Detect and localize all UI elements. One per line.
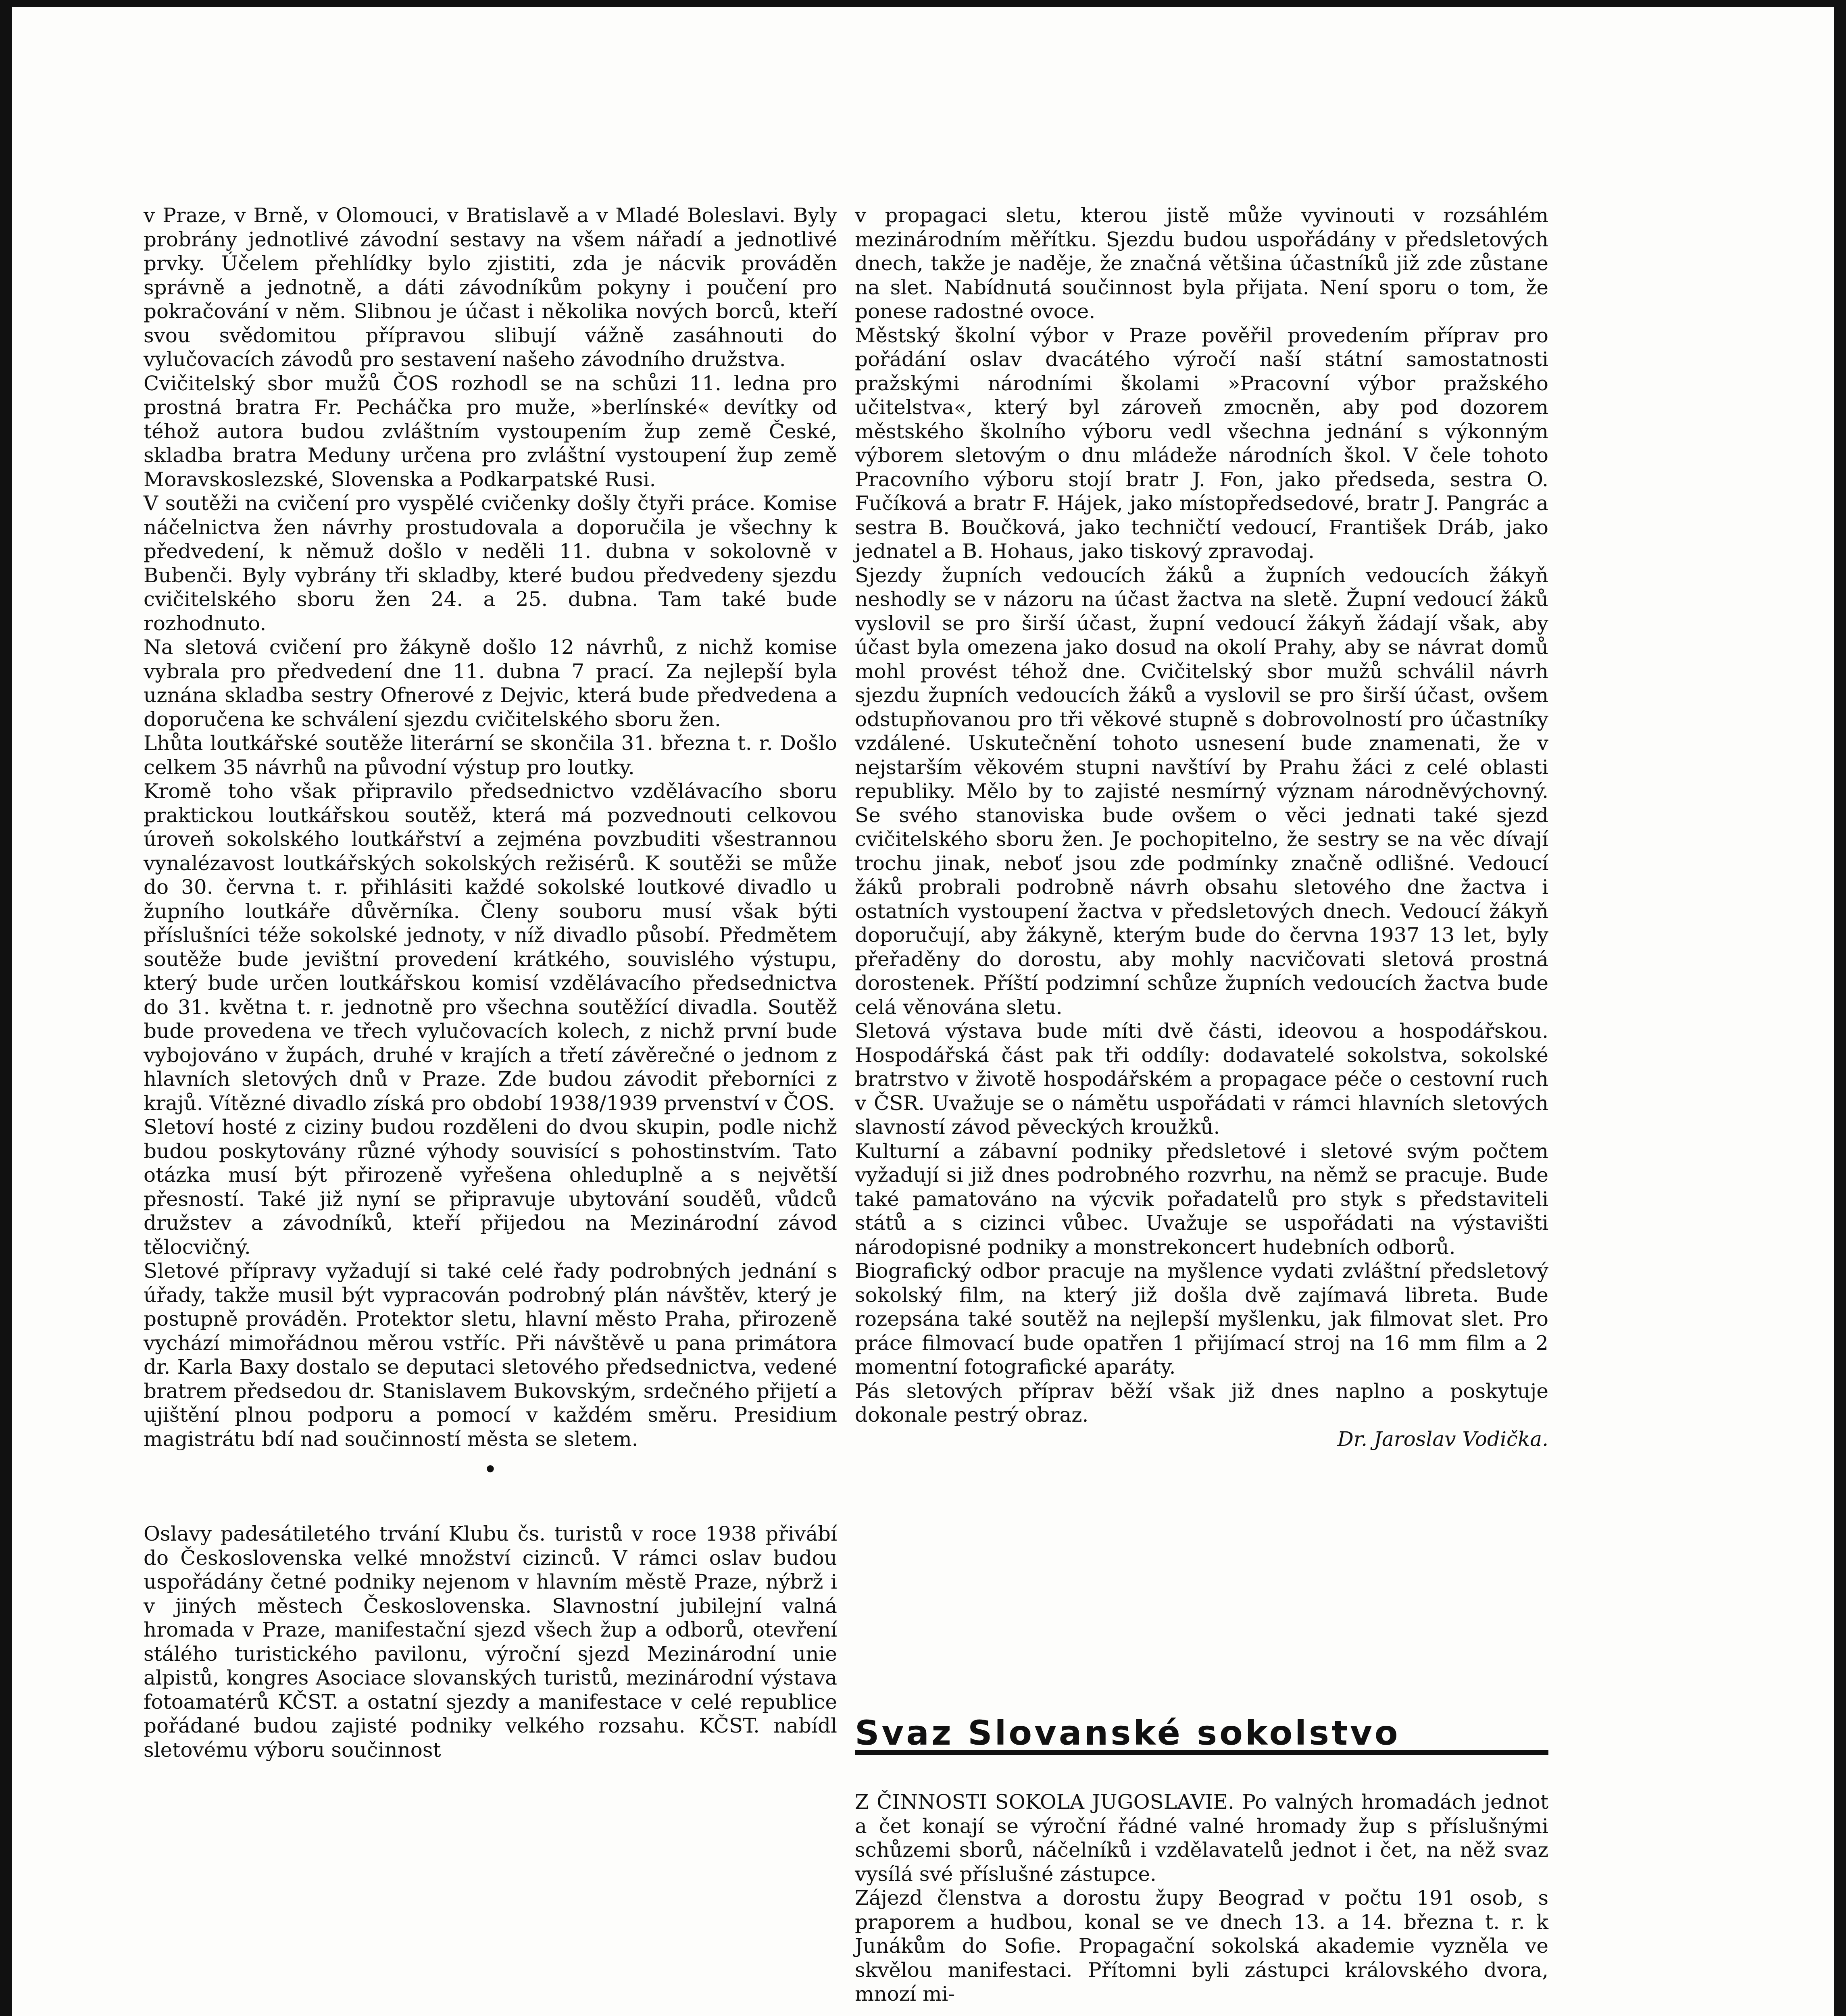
paragraph: Zájezd členstva a dorostu župy Beograd v počtu 191 osob, s praporem a hudbou, konal se ve dnech 13. a 14. března t. r. k Junákům do Sofie. Propagační sokolská akademie vyzněla ve skvělou manifestaci. Přítomni byli zástupci královského dvora, mnozí mi- bbox=[855, 1886, 1548, 2006]
paragraph: Městský školní výbor v Praze pověřil provedením příprav pro pořádání oslav dvacátého výročí naší státní samostatnosti pražskými národními školami »Pracovní výbor pražského učitelstva«, který byl zároveň zmocněn, aby pod dozorem městského školního výboru vedl všechna jednání s výkonným výborem sletovým o dnu mládeže národních škol. V čele tohoto Pracovního výboru stojí bratr J. Fon, jako předseda, sestra O. Fučíková a bratr F. Hájek, jako místopředsedové, bratr J. Pangrác a sestra B. Boučková, jako techničtí vedoucí, František Dráb, jako jednatel a B. Hohaus, jako tiskový zpravodaj. bbox=[855, 323, 1548, 563]
paragraph: Lhůta loutkářské soutěže literární se skončila 31. března t. r. Došlo celkem 35 návrhů na původní výstup pro loutky. bbox=[144, 731, 837, 779]
paragraph: Sletové přípravy vyžadují si také celé řady podrobných jednání s úřady, takže musil být vypracován podrobný plán návštěv, který je postupně prováděn. Protektor sletu, hlavní město Praha, přirozeně vychází mimořádnou měrou vstříc. Při návštěvě u pana primátora dr. Karla Baxy dostalo se deputaci sletového předsednictva, vedené bratrem předsedou dr. Stanislavem Bukovským, srdečného přijetí a ujištění plnou podporu a pomocí v každém směru. Presidium magistrátu bdí nad součinností města se sletem. bbox=[144, 1259, 837, 1451]
paragraph: Pás sletových příprav běží však již dnes naplno a poskytuje dokonale pestrý obraz. bbox=[855, 1379, 1548, 1427]
right-column bbox=[855, 204, 1548, 1451]
paragraph: Sjezdy župních vedoucích žáků a župních vedoucích žákyň neshodly se v názoru na účast žactva na sletě. Župní vedoucí žáků vyslovil se pro širší účast, župní vedoucí žákyň žádají však, aby účast byla omezena jako dosud na okolí Prahy, aby se návrat domů mohl provést téhož dne. Cvičitelský sbor mužů schválil návrh sjezdu župních vedoucích žáků a vyslovil se pro širší účast, ovšem odstupňovanou pro tři věkové stupně s dobrovolností pro účastníky vzdálené. Uskutečnění tohoto usnesení bude znamenati, že v nejstarším věkovém stupni navštíví by Prahu žáci z celé oblasti republiky. Mělo by to zajisté nesmírný význam národněvýchovný. Se svého stanoviska bude ovšem o věci jednati také sjezd cvičitelského sboru žen. Je pochopitelno, že sestry se na věc dívají trochu jinak, neboť jsou zde podmínky značně odlišné. Vedoucí žáků probrali podrobně návrh obsahu sletového dne žactva i ostatních vystoupení žactva v předsletových dnech. Vedoucí žákyň doporučují, aby žákyně, kterým bude do června 1937 13 let, byly přeřaděny do dorostu, aby mohly nacvičovati sletová prostná dorostenek. Příští podzimní schůze župních vedoucích žactva bude celá věnována sletu. bbox=[855, 563, 1548, 1019]
section-heading: Svaz Slovanské sokolstvo bbox=[855, 1713, 1548, 1755]
paragraph: Biografický odbor pracuje na myšlence vydati zvláštní předsletový sokolský film, na který již došla dvě zajímavá libreta. Bude rozepsána také soutěž na nejlepší myšlenku, jak filmovat slet. Pro práce filmovací bude opatřen 1 přijímací stroj na 16 mm film a 2 momentní fotografické aparáty. bbox=[855, 1259, 1548, 1379]
paragraph: Kromě toho však připravilo předsednictvo vzdělávacího sboru praktickou loutkářskou soutěž, která má pozvednouti celkovou úroveň sokolského loutkářství a zejména povzbuditi všestrannou vynalézavost loutkářských sokolských režisérů. K soutěži se může do 30. června t. r. přihlásiti každé sokolské loutkové divadlo u župního loutkáře důvěrníka. Členy souboru musí však býti příslušníci téže sokolské jednoty, v níž divadlo působí. Předmětem soutěže bude jevištní provedení krátkého, souvislého výstupu, který bude určen loutkářskou komisí vzdělávacího předsednictva do 31. května t. r. jednotně pro všechna soutěžící divadla. Soutěž bude provedena ve třech vylučovacích kolech, z nichž první bude vybojováno v župách, druhé v krajích a třetí závěrečné o jednom z hlavních sletových dnů v Praze. Zde budou závodit přeborníci z krajů. Vítězné divadlo získá pro období 1938/1939 prvenství v ČOS. bbox=[144, 779, 837, 1115]
section-body bbox=[855, 1790, 1548, 2006]
paragraph: Cvičitelský sbor mužů ČOS rozhodl se na schůzi 11. ledna pro prostná bratra Fr. Pecháčka pro muže, »berlínské« devítky od téhož autora budou zvláštním vystoupením žup země České, skladba bratra Meduny určena pro zvláštní vystoupení žup země Moravskoslezské, Slovenska a Podkarpatské Rusi. bbox=[144, 371, 837, 491]
left-column bbox=[144, 204, 837, 1762]
paragraph: Sletová výstava bude míti dvě části, ideovou a hospodářskou. Hospodářská část pak tři oddíly: dodavatelé sokolstva, sokolské bratrstvo v životě hospodářském a propagace péče o cestovní ruch v ČSR. Uvažuje se o námětu uspořádati v rámci hlavních sletových slavností závod pěveckých kroužků. bbox=[855, 1019, 1548, 1139]
section-separator: • bbox=[483, 1456, 498, 1484]
paragraph: v Praze, v Brně, v Olomouci, v Bratislavě a v Mladé Boleslavi. Byly probrány jednotlivé závodní sestavy na všem nářadí a jednotlivé prvky. Účelem přehlídky bylo zjistiti, zda je nácvik prováděn správně a jednotně, a dáti závodníkům pokyny i poučení pro pokračování v něm. Slibnou je účast i několika nových borců, kteří svou svědomitou přípravou slibují vážně zasáhnouti do vylučovacích závodů pro sestavení našeho závodního družstva. bbox=[144, 204, 837, 371]
paragraph: Z ČINNOSTI SOKOLA JUGOSLAVIE. Po valných hromadách jednot a čet konají se výroční řádné valné hromady žup s příslušnými schůzemi sborů, náčelníků i vzdělavatelů jednot i čet, na něž svaz vysílá své příslušné zástupce. bbox=[855, 1790, 1548, 1886]
author-signature: Dr. Jaroslav Vodička. bbox=[1337, 1427, 1548, 1451]
paragraph: V soutěži na cvičení pro vyspělé cvičenky došly čtyři práce. Komise náčelnictva žen návrhy prostudovala a doporučila je všechny k předvedení, k němuž došlo v neděli 11. dubna v sokolovně v Bubenči. Byly vybrány tři skladby, které budou předvedeny sjezdu cvičitelského sboru žen 24. a 25. dubna. Tam také bude rozhodnuto. bbox=[144, 492, 837, 635]
paragraph: Oslavy padesátiletého trvání Klubu čs. turistů v roce 1938 přivábí do Československa velké množství cizinců. V rámci oslav budou uspořádány četné podniky nejenom v hlavním městě Praze, nýbrž i v jiných městech Československa. Slavnostní jubilejní valná hromada v Praze, manifestační sjezd všech žup a odborů, otevření stálého turistického pavilonu, výroční sjezd Mezinárodní unie alpistů, kongres Asociace slovanských turistů, mezinárodní výstava fotoamatérů KČST. a ostatní sjezdy a manifestace v celé republice pořádané budou zajisté podniky velkého rozsahu. KČST. nabídl sletovému výboru součinnost bbox=[144, 1522, 837, 1762]
paragraph: v propagaci sletu, kterou jistě může vyvinouti v rozsáhlém mezinárodním měřítku. Sjezdu budou uspořádány v předsletových dnech, takže je naděje, že značná většina účastníků již zde zůstane na slet. Nabídnutá součinnost byla přijata. Není sporu o tom, že ponese radostné ovoce. bbox=[855, 204, 1548, 323]
paragraph: Sletoví hosté z ciziny budou rozděleni do dvou skupin, podle nichž budou poskytovány různé výhody souvisící s pohostinstvím. Tato otázka musí být přirozeně vyřešena ohleduplně a s největší přesností. Také již nyní se připravuje ubytování souděů, vůdců družstev a závodníků, kteří přijedou na Mezinárodní závod tělocvičný. bbox=[144, 1115, 837, 1259]
paragraph: Kulturní a zábavní podniky předsletové i sletové svým počtem vyžadují si již dnes podrobného rozvrhu, na němž se pracuje. Bude také pamatováno na výcvik pořadatelů pro styk s představiteli států a s cizinci vůbec. Uvažuje se uspořádati na výstavišti národopisné podniky a monstrekoncert hudebních odborů. bbox=[855, 1139, 1548, 1259]
paragraph: Na sletová cvičení pro žákyně došlo 12 návrhů, z nichž komise vybrala pro předvedení dne 11. dubna 7 prací. Za nejlepší byla uznána skladba sestry Ofnerové z Dejvic, která bude předvedena a doporučena ke schválení sjezdu cvičitelského sboru žen. bbox=[144, 635, 837, 731]
